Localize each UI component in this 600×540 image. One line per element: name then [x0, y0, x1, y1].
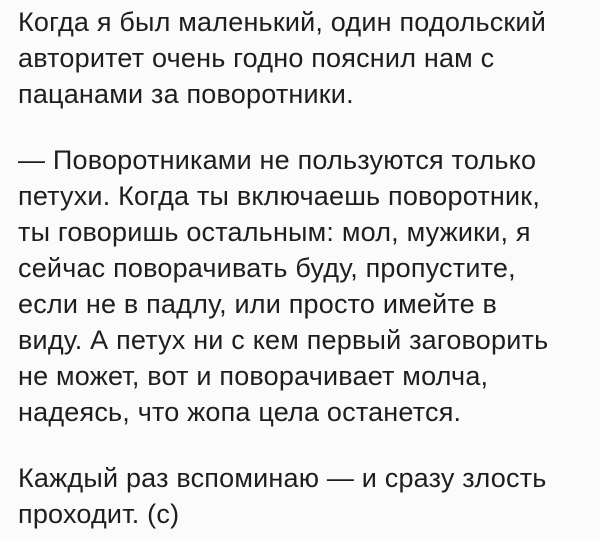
text-line: проходит. (с) — [18, 499, 180, 529]
text-line: не может, вот и поворачивает молча, — [18, 361, 489, 391]
text-line: Каждый раз вспоминаю — и сразу злость — [18, 463, 547, 493]
text-line: надеясь, что жопа цела останется. — [18, 397, 462, 427]
text-line: виду. А петух ни с кем первый заговорить — [18, 325, 549, 355]
text-line: сейчас поворачивать буду, пропустите, — [18, 253, 516, 283]
text-line: — Поворотниками не пользуются только — [18, 145, 537, 175]
text-line: если не в падлу, или просто имейте в — [18, 289, 498, 319]
text-line: Когда я был маленький, один подольский — [18, 7, 546, 37]
text-line: авторитет очень годно пояснил нам с — [18, 43, 495, 73]
text-line: петухи. Когда ты включаешь поворотник, — [18, 181, 541, 211]
text-line: пацанами за поворотники. — [18, 79, 354, 109]
paragraph-intro — [18, 4, 600, 112]
paragraph-quote — [18, 142, 600, 430]
paragraph-outro — [18, 460, 600, 532]
text-line: ты говоришь остальным: мол, мужики, я — [18, 217, 531, 247]
